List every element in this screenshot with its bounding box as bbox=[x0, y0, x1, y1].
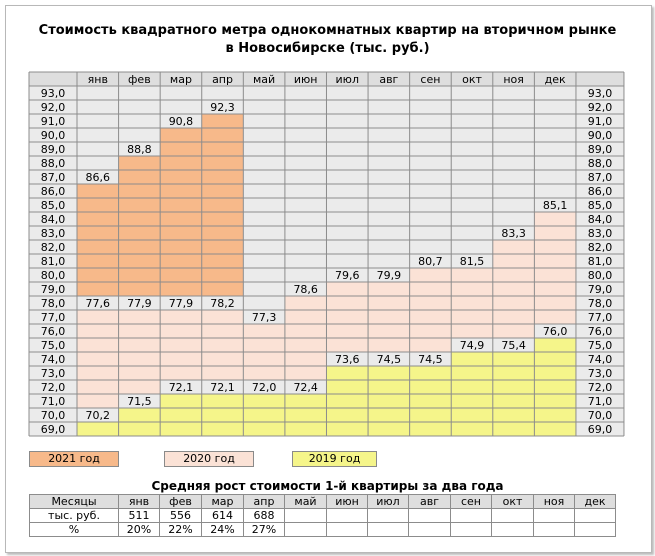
bar-2019-год-11 bbox=[534, 338, 576, 436]
growth-cell bbox=[368, 523, 409, 537]
bar-2019-год-6 bbox=[326, 366, 368, 436]
growth-cell bbox=[451, 509, 492, 523]
bar-2020-год-6 bbox=[326, 282, 368, 352]
growth-month: авг bbox=[409, 495, 451, 509]
legend-2020 bbox=[164, 451, 254, 467]
y-tick-label-left: 92,0 bbox=[40, 101, 66, 114]
data-label: 75,4 bbox=[501, 339, 526, 352]
y-tick-label-left: 89,0 bbox=[40, 143, 66, 156]
growth-month: апр bbox=[244, 495, 285, 509]
bar-2020-год-9 bbox=[451, 268, 493, 338]
data-label: 73,6 bbox=[335, 353, 360, 366]
y-tick-label-left: 90,0 bbox=[40, 129, 66, 142]
y-tick-label-right: 69,0 bbox=[587, 423, 613, 436]
y-tick-label-right: 92,0 bbox=[587, 101, 613, 114]
legend-2019-label: 2019 год bbox=[308, 452, 361, 465]
growth-cell bbox=[575, 523, 616, 537]
growth-cell bbox=[492, 509, 534, 523]
y-tick-label-left: 78,0 bbox=[40, 297, 66, 310]
data-label: 80,7 bbox=[418, 255, 443, 268]
data-label: 78,2 bbox=[210, 297, 235, 310]
data-label: 85,1 bbox=[542, 199, 568, 212]
month-label: ноя bbox=[503, 73, 524, 86]
growth-cell: 27% bbox=[244, 523, 285, 537]
month-label: апр bbox=[212, 73, 233, 86]
data-label: 74,9 bbox=[459, 339, 485, 352]
growth-cell bbox=[534, 523, 575, 537]
y-tick-label-right: 71,0 bbox=[587, 395, 613, 408]
growth-month: июл bbox=[368, 495, 409, 509]
growth-table-title: Средняя рост стоимости 1-й квартиры за два года bbox=[151, 479, 504, 493]
growth-cell bbox=[285, 523, 327, 537]
y-tick-label-right: 70,0 bbox=[587, 409, 613, 422]
legend-2021-label: 2021 год bbox=[48, 452, 100, 465]
data-label: 77,6 bbox=[85, 297, 111, 310]
y-tick-label-right: 85,0 bbox=[587, 199, 613, 212]
y-tick-label-left: 73,0 bbox=[40, 367, 66, 380]
y-tick-label-left: 88,0 bbox=[40, 157, 66, 170]
data-label: 88,8 bbox=[127, 143, 152, 156]
data-label: 72,1 bbox=[210, 381, 235, 394]
growth-cell: 688 bbox=[244, 509, 285, 523]
growth-month: фев bbox=[160, 495, 202, 509]
data-label: 72,4 bbox=[293, 381, 318, 394]
legend-2020-label: 2020 год bbox=[183, 452, 235, 465]
y-tick-label-right: 78,0 bbox=[587, 297, 613, 310]
data-label: 90,8 bbox=[168, 115, 194, 128]
growth-row-percent bbox=[30, 523, 616, 537]
bar-2019-год-3 bbox=[202, 394, 244, 436]
month-label: дек bbox=[544, 73, 566, 86]
growth-cell bbox=[451, 523, 492, 537]
month-label: фев bbox=[128, 73, 151, 86]
data-label: 74,5 bbox=[376, 353, 402, 366]
y-tick-label-left: 75,0 bbox=[40, 339, 66, 352]
growth-header-row bbox=[30, 495, 616, 509]
month-label: июн bbox=[293, 73, 318, 86]
y-tick-label-right: 86,0 bbox=[587, 185, 613, 198]
y-tick-label-right: 81,0 bbox=[587, 255, 613, 268]
growth-row-rub bbox=[30, 509, 616, 523]
y-tick-label-right: 74,0 bbox=[587, 353, 613, 366]
growth-month: июн bbox=[327, 495, 368, 509]
y-tick-label-left: 85,0 bbox=[40, 199, 66, 212]
growth-month: ноя bbox=[534, 495, 575, 509]
data-label: 74,5 bbox=[418, 353, 443, 366]
y-tick-label-left: 82,0 bbox=[40, 241, 66, 254]
growth-cell bbox=[285, 509, 327, 523]
chart-title-line1: Стоимость квадратного метра однокомнатных квартир на вторичном рынке bbox=[38, 23, 617, 38]
y-tick-label-right: 82,0 bbox=[587, 241, 613, 254]
data-label: 77,9 bbox=[127, 297, 152, 310]
y-tick-label-right: 76,0 bbox=[587, 325, 613, 338]
month-label: янв bbox=[87, 73, 108, 86]
y-tick-label-right: 77,0 bbox=[587, 311, 613, 324]
y-tick-label-left: 86,0 bbox=[40, 185, 66, 198]
y-tick-label-left: 91,0 bbox=[40, 115, 66, 128]
y-tick-label-right: 79,0 bbox=[587, 283, 613, 296]
y-tick-label-right: 88,0 bbox=[587, 157, 613, 170]
data-label: 72,0 bbox=[251, 381, 277, 394]
growth-cell: 511 bbox=[119, 509, 160, 523]
bar-2019-год-5 bbox=[285, 394, 327, 436]
y-tick-label-left: 83,0 bbox=[40, 227, 66, 240]
growth-cell bbox=[368, 509, 409, 523]
y-tick-label-right: 83,0 bbox=[587, 227, 613, 240]
y-tick-label-right: 93,0 bbox=[587, 87, 613, 100]
bar-2020-год-0 bbox=[77, 310, 119, 408]
growth-row-label: % bbox=[30, 523, 119, 537]
growth-month: мар bbox=[202, 495, 244, 509]
bar-2020-год-7 bbox=[368, 282, 410, 352]
growth-cell bbox=[534, 509, 575, 523]
growth-cell bbox=[575, 509, 616, 523]
growth-cell: 22% bbox=[160, 523, 202, 537]
y-tick-label-left: 81,0 bbox=[40, 255, 66, 268]
bar-2019-год-8 bbox=[410, 366, 452, 436]
y-tick-label-left: 93,0 bbox=[40, 87, 66, 100]
y-tick-label-left: 84,0 bbox=[40, 213, 66, 226]
month-label: сен bbox=[420, 73, 441, 86]
data-label: 70,2 bbox=[85, 409, 111, 422]
growth-cell: 614 bbox=[202, 509, 244, 523]
month-label: окт bbox=[462, 73, 482, 86]
growth-cell bbox=[409, 523, 451, 537]
y-tick-label-right: 91,0 bbox=[587, 115, 613, 128]
growth-cell: 20% bbox=[119, 523, 160, 537]
growth-month: сен bbox=[451, 495, 492, 509]
growth-cell: 556 bbox=[160, 509, 202, 523]
growth-cell bbox=[327, 509, 368, 523]
bar-2019-год-7 bbox=[368, 366, 410, 436]
y-tick-label-right: 90,0 bbox=[587, 129, 613, 142]
data-label: 72,1 bbox=[168, 381, 194, 394]
data-label: 83,3 bbox=[501, 227, 526, 240]
y-tick-label-right: 73,0 bbox=[587, 367, 613, 380]
growth-cell bbox=[492, 523, 534, 537]
growth-cell bbox=[409, 509, 451, 523]
legend-2021 bbox=[29, 451, 119, 467]
bar-2019-год-0 bbox=[77, 422, 119, 436]
growth-month: янв bbox=[119, 495, 160, 509]
growth-month: окт bbox=[492, 495, 534, 509]
y-tick-label-right: 84,0 bbox=[587, 213, 613, 226]
legend-2019 bbox=[292, 451, 377, 467]
y-tick-label-right: 72,0 bbox=[587, 381, 613, 394]
bar-2019-год-2 bbox=[160, 394, 202, 436]
month-label: мар bbox=[169, 73, 192, 86]
y-tick-label-left: 79,0 bbox=[40, 283, 66, 296]
y-tick-label-left: 87,0 bbox=[40, 171, 66, 184]
month-label: авг bbox=[379, 73, 399, 86]
data-label: 71,5 bbox=[127, 395, 152, 408]
y-tick-label-left: 72,0 bbox=[40, 381, 66, 394]
growth-cell: 24% bbox=[202, 523, 244, 537]
chart-title-line2: в Новосибирске (тыс. руб.) bbox=[225, 41, 430, 56]
y-tick-label-left: 74,0 bbox=[40, 353, 66, 366]
y-tick-label-left: 70,0 bbox=[40, 409, 66, 422]
y-tick-label-left: 69,0 bbox=[40, 423, 66, 436]
growth-cell bbox=[327, 523, 368, 537]
y-tick-label-right: 80,0 bbox=[587, 269, 613, 282]
data-label: 92,3 bbox=[210, 101, 235, 114]
bar-2020-год-2 bbox=[160, 310, 202, 380]
growth-month: дек bbox=[575, 495, 616, 509]
y-tick-label-left: 76,0 bbox=[40, 325, 66, 338]
data-label: 77,3 bbox=[251, 311, 277, 324]
y-tick-label-left: 77,0 bbox=[40, 311, 66, 324]
growth-row-label: тыс. руб. bbox=[30, 509, 119, 523]
data-label: 78,6 bbox=[293, 283, 318, 296]
y-tick-label-left: 80,0 bbox=[40, 269, 66, 282]
data-label: 79,6 bbox=[335, 269, 360, 282]
bar-2019-год-4 bbox=[243, 394, 285, 436]
bar-2020-год-10 bbox=[493, 240, 535, 338]
bar-2020-год-3 bbox=[202, 310, 244, 380]
bar-2021-год-3 bbox=[202, 114, 244, 296]
y-tick-label-right: 89,0 bbox=[587, 143, 613, 156]
growth-month: май bbox=[285, 495, 327, 509]
growth-table bbox=[29, 494, 616, 537]
month-label: май bbox=[253, 73, 276, 86]
data-label: 86,6 bbox=[85, 171, 111, 184]
data-label: 76,0 bbox=[542, 325, 568, 338]
data-label: 77,9 bbox=[168, 297, 194, 310]
y-tick-label-right: 87,0 bbox=[587, 171, 613, 184]
month-label: июл bbox=[335, 73, 359, 86]
y-tick-label-right: 75,0 bbox=[587, 339, 613, 352]
data-label: 79,9 bbox=[376, 269, 402, 282]
data-label: 81,5 bbox=[459, 255, 485, 268]
y-tick-label-left: 71,0 bbox=[40, 395, 66, 408]
growth-header-label: Месяцы bbox=[30, 495, 119, 509]
